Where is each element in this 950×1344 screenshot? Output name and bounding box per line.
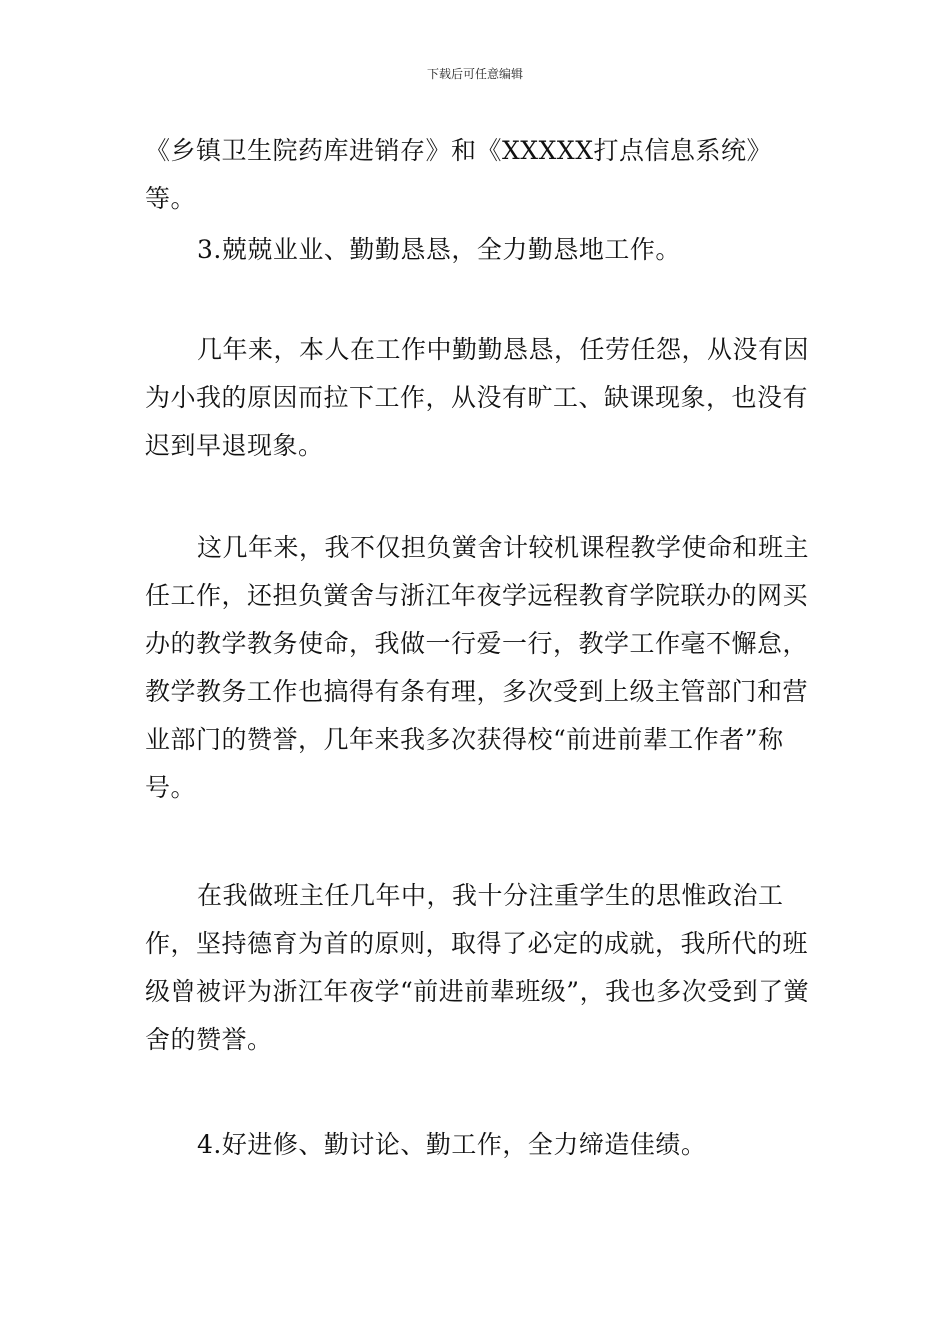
paragraph-teaching-duties: 这几年来，我不仅担负黉舍计较机课程教学使命和班主任工作，还担负黉舍与浙江年夜学远程教育学院联办的网买办的教学教务使命，我做一行爱一行，教学工作毫不懈怠，教学教务工作也搞得有条有理，多次受到上级主管部门和营业部门的赞誉，几年来我多次获得校“前进前辈工作者”称号。 [145,533,810,802]
paragraph-diligence: 几年来，本人在工作中勤勤恳恳，任劳任怨，从没有因为小我的原因而拉下工作，从没有旷工、缺课现象，也没有迟到早退现象。 [145,335,810,460]
page-header-note: 下载后可任意编辑 [426,67,523,81]
paragraph-continuation: 《乡镇卫生院药库进销存》和《XXXXX打点信息系统》等。 [145,136,772,213]
paragraph-class-teacher: 在我做班主任几年中，我十分注重学生的思惟政治工作，坚持德育为首的原则，取得了必定的成就，我所代的班级曾被评为浙江年夜学“前进前辈班级”，我也多次受到了黉舍的赞誉。 [145,881,810,1054]
section-heading-4: 4.好进修、勤讨论、勤工作，全力缔造佳绩。 [197,1130,707,1159]
section-heading-3: 3.兢兢业业、勤勤恳恳，全力勤恳地工作。 [197,235,681,264]
